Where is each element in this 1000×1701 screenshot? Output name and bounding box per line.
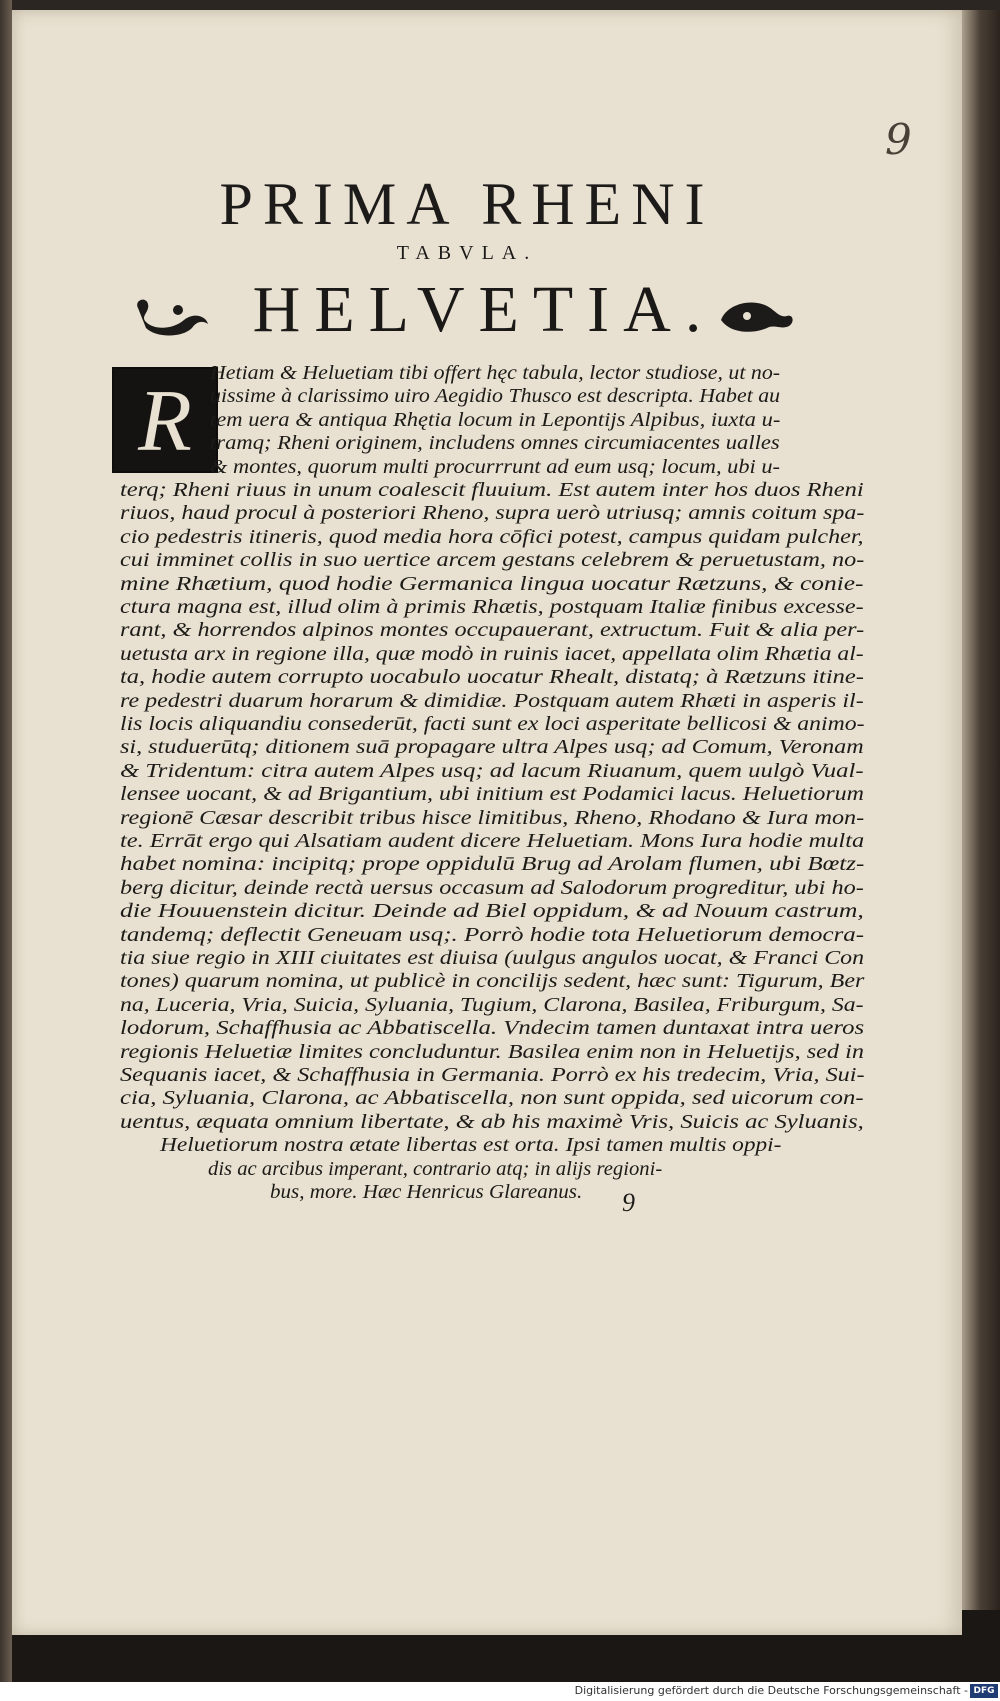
text-line: Sequanis iacet, & Schaffhusia in Germania. Porrò ex his tredecim, Vria, Sui- <box>120 1064 865 1086</box>
text-line: uetusta arx in regione illa, quæ modò in ruinis iacet, appellata olim Rhætia al- <box>120 642 864 665</box>
initial-letter: R <box>138 373 192 470</box>
footer-credit: Digitalisierung gefördert durch die Deutsche Forschungsgemeinschaft - <box>574 1684 968 1697</box>
text-line: lodorum, Schaffhusia ac Abbatiscella. Vndecim tamen duntaxat intra ueros <box>120 1017 865 1040</box>
heading-row <box>132 272 792 352</box>
text-line: re pedestri duarum horarum & dimidiæ. Postquam autem Rhæti in asperis il- <box>120 689 864 712</box>
text-line: lis locis aliquandiu consederūt, facti sunt ex loci asperitate bellicosi & animo- <box>120 713 865 735</box>
text-line: tramq; Rheni originem, includens omnes circumiacentes ualles <box>210 432 780 455</box>
fleuron-left-icon <box>132 290 212 340</box>
text-line: na, Luceria, Vria, Suicia, Syluania, Tugium, Clarona, Basilea, Friburgum, Sa- <box>120 993 864 1016</box>
text-line: si, studuerūtq; ditionem suā propagare ultra Alpes usq; ad Comum, Veronam <box>120 736 864 759</box>
text-line: regionis Heluetiæ limites concluduntur. Basilea enim non in Heluetijs, sed in <box>120 1040 864 1063</box>
fleuron-right-icon <box>717 290 797 340</box>
text-line: tem uera & antiqua Rhętia locum in Lepontijs Alpibus, iuxta u- <box>210 408 781 431</box>
text-line: ctura magna est, illud olim à primis Rhætis, postquam Italiæ finibus excesse- <box>120 596 864 618</box>
text-line: riuos, haud procul à posteriori Rheno, supra uerò utriusq; amnis coitum spa- <box>120 502 865 525</box>
text-line: bus, more. Hæc Henricus Glareanus. <box>270 1181 583 1203</box>
text-line: terq; Rheni riuus in unum coalescit fluuium. Est autem inter hos duos Rheni <box>120 479 864 501</box>
text-line: lensee uocant, & ad Brigantium, ubi initium est Podamici lacus. Heluetiorum <box>120 783 864 806</box>
text-line: cia, Syluania, Clarona, ac Abbatiscella, non sunt oppida, sed uicorum con- <box>120 1087 864 1110</box>
text-line: rant, & horrendos alpinos montes occupauerant, extructum. Fuit & alia per- <box>120 619 865 642</box>
text-line: regionē Cæsar describit tribus hisce limitibus, Rheno, Rhodano & Iura mon- <box>120 806 865 829</box>
book-page <box>12 10 962 1635</box>
decorated-initial <box>112 367 218 473</box>
section-heading: HELVETIA. <box>252 273 716 346</box>
text-line: tia siue regio in XIII ciuitates est diuisa (uulgus angulos uocat, & Franci Con <box>120 947 865 969</box>
page-title: PRIMA RHENI <box>219 171 715 237</box>
text-line: mine Rhætium, quod hodie Germanica lingua uocatur Rætzuns, & conie- <box>120 572 864 595</box>
text-line: uissime à clarissimo uiro Aegidio Thusco est descripta. Habet au <box>210 385 781 408</box>
text-line: habet nomina: incipitq; prope oppidulū Brug ad Arolam flumen, ubi Bœtz- <box>120 853 865 876</box>
text-line: berg dicitur, deinde rectà uersus occasum ad Salodorum progreditur, ubi ho- <box>120 876 864 899</box>
text-line: cui imminet collis in suo uertice arcem gestans celebrem & peruetustam, no- <box>120 549 865 572</box>
text-line: & montes, quorum multi procurrrunt ad eum usq; locum, ubi u- <box>210 455 781 478</box>
text-line: dis ac arcibus imperant, contrario atq; in alijs regioni- <box>208 1157 663 1180</box>
text-line: te. Errāt ergo qui Alsatiam audent dicere Heluetiam. Mons Iura hodie multa <box>120 830 865 852</box>
book-left-edge <box>0 0 12 1701</box>
text-line: tandemq; deflectit Geneuam usq;. Porrò hodie tota Heluetiorum democra- <box>120 923 865 946</box>
text-line: die Houuenstein dicitur. Deinde ad Biel oppidum, & ad Nouum castrum, <box>120 900 864 923</box>
text-line: ta, hodie autem corrupto uocabulo uocatur Rhealt, distatq; à Rætzuns itine- <box>120 666 864 689</box>
footer-bar <box>0 1682 1000 1701</box>
text-line: Heluetiorum nostra ætate libertas est orta. Ipsi tamen multis oppi- <box>160 1134 782 1157</box>
text-line: cio pedestris itineris, quod media hora cōfici potest, campus quidam pulcher, <box>120 525 864 548</box>
handwritten-folio-number: 9 <box>885 115 912 164</box>
text-line: uentus, æquata omnium libertate, & ab his maximè Vris, Suicis ac Syluanis, <box>120 1110 864 1133</box>
page-subtitle: TABVLA. <box>396 242 538 264</box>
text-line: Hetiam & Heluetiam tibi offert hęc tabula, lector studiose, ut no- <box>210 362 781 384</box>
page-number: 9 <box>622 1188 635 1217</box>
text-line: tones) quarum nomina, ut publicè in concilijs sedent, hæc sunt: Tigurum, Ber <box>120 970 865 993</box>
text-line: & Tridentum: citra autem Alpes usq; ad lacum Riuanum, quem uulgò Vual- <box>120 759 864 782</box>
dfg-logo: DFG <box>970 1684 998 1698</box>
